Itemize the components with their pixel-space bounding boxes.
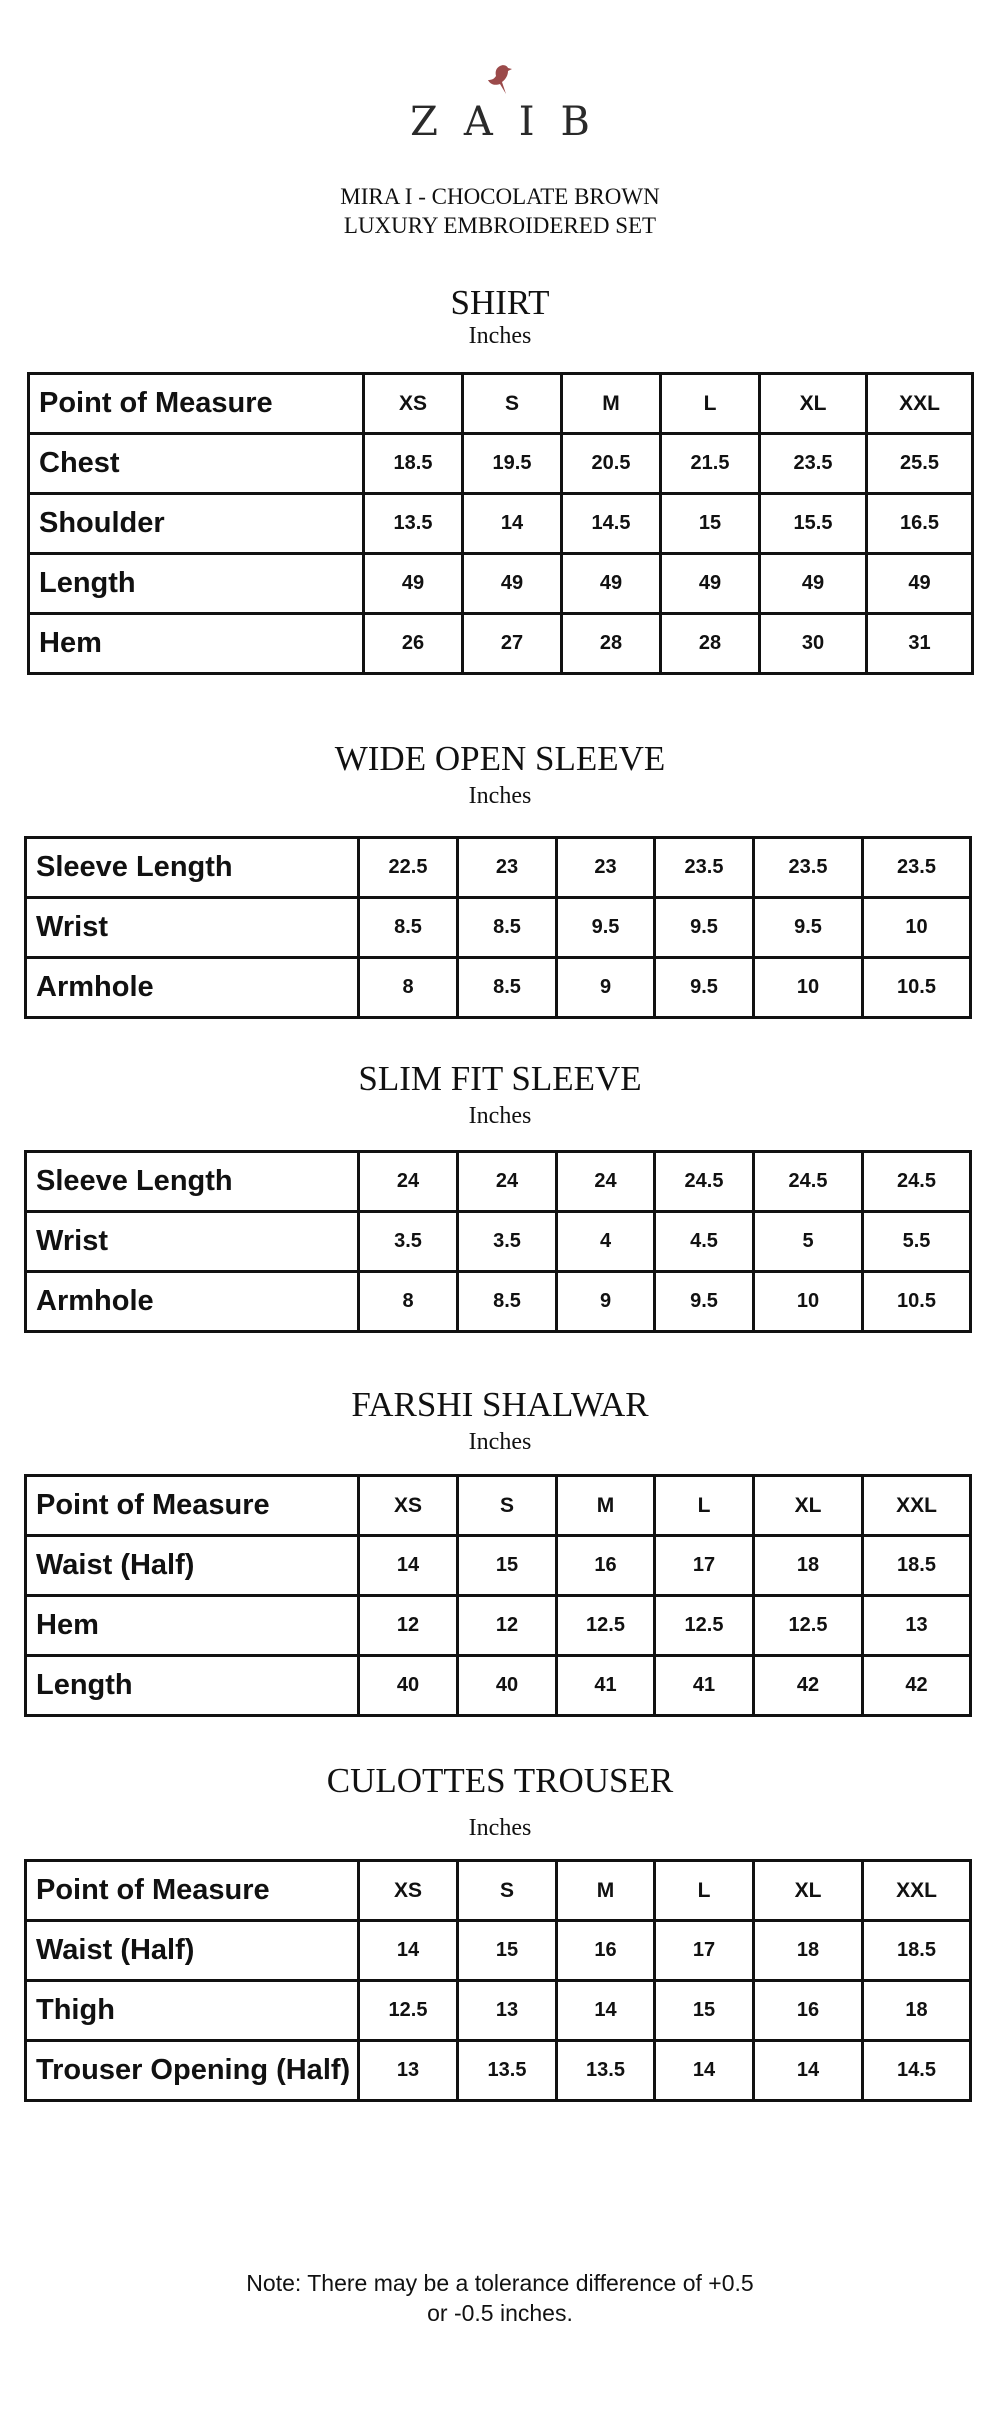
measure-value: 15 bbox=[655, 1981, 754, 2041]
measure-label: Sleeve Length bbox=[26, 838, 359, 898]
measure-value: 8 bbox=[359, 958, 458, 1018]
measure-value: 8.5 bbox=[458, 958, 557, 1018]
measure-value: 30 bbox=[760, 614, 867, 674]
measure-value: 18.5 bbox=[364, 434, 463, 494]
measure-value: 40 bbox=[359, 1656, 458, 1716]
measure-value: 24.5 bbox=[655, 1152, 754, 1212]
column-header-size: XXL bbox=[863, 1861, 971, 1921]
measure-value: 5 bbox=[754, 1212, 863, 1272]
measure-label: Wrist bbox=[26, 898, 359, 958]
measure-value: 19.5 bbox=[463, 434, 562, 494]
column-header-size: S bbox=[458, 1476, 557, 1536]
table-row bbox=[26, 1536, 971, 1596]
measure-value: 9.5 bbox=[754, 898, 863, 958]
shirt-section-unit: Inches bbox=[468, 323, 532, 349]
column-header-size: S bbox=[458, 1861, 557, 1921]
measure-value: 14 bbox=[359, 1536, 458, 1596]
table-row bbox=[29, 434, 973, 494]
measure-value: 49 bbox=[364, 554, 463, 614]
measure-value: 14.5 bbox=[562, 494, 661, 554]
column-header-size: XXL bbox=[863, 1476, 971, 1536]
measure-value: 20.5 bbox=[562, 434, 661, 494]
measure-value: 13.5 bbox=[364, 494, 463, 554]
culottes-trouser-table bbox=[24, 1859, 972, 2102]
measure-label: Hem bbox=[29, 614, 364, 674]
measure-value: 12 bbox=[359, 1596, 458, 1656]
slim-fit-sleeve-table bbox=[24, 1150, 972, 1333]
table-row bbox=[26, 898, 971, 958]
measure-value: 12.5 bbox=[359, 1981, 458, 2041]
measure-value: 31 bbox=[867, 614, 973, 674]
table-row bbox=[29, 494, 973, 554]
column-header-size: XL bbox=[754, 1861, 863, 1921]
measure-value: 49 bbox=[760, 554, 867, 614]
column-header-size: M bbox=[562, 374, 661, 434]
column-header-size: XS bbox=[359, 1861, 458, 1921]
measure-value: 41 bbox=[655, 1656, 754, 1716]
table-row bbox=[26, 1656, 971, 1716]
shirt-size-table bbox=[27, 372, 974, 675]
measure-value: 4 bbox=[557, 1212, 655, 1272]
farshi-shalwar-section-unit: Inches bbox=[468, 1429, 532, 1455]
measure-value: 8 bbox=[359, 1272, 458, 1332]
measure-label: Waist (Half) bbox=[26, 1536, 359, 1596]
measure-value: 23.5 bbox=[655, 838, 754, 898]
measure-value: 42 bbox=[863, 1656, 971, 1716]
table-row bbox=[26, 1921, 971, 1981]
shirt-section-title: SHIRT bbox=[450, 283, 550, 322]
table-header-row bbox=[26, 1861, 971, 1921]
measure-value: 40 bbox=[458, 1656, 557, 1716]
culottes-trouser-section-unit: Inches bbox=[468, 1815, 532, 1841]
measure-value: 27 bbox=[463, 614, 562, 674]
measure-value: 10 bbox=[863, 898, 971, 958]
measure-value: 12.5 bbox=[754, 1596, 863, 1656]
measure-label: Length bbox=[26, 1656, 359, 1716]
measure-value: 13.5 bbox=[557, 2041, 655, 2101]
note-line-2: or -0.5 inches. bbox=[427, 2300, 573, 2326]
measure-value: 16 bbox=[754, 1981, 863, 2041]
measure-value: 18.5 bbox=[863, 1536, 971, 1596]
measure-value: 13 bbox=[458, 1981, 557, 2041]
measure-value: 24 bbox=[359, 1152, 458, 1212]
brand-name: ZAIB bbox=[410, 99, 616, 145]
measure-value: 3.5 bbox=[458, 1212, 557, 1272]
culottes-trouser-section-title: CULOTTES TROUSER bbox=[326, 1761, 674, 1800]
column-header-size: S bbox=[463, 374, 562, 434]
measure-value: 14 bbox=[557, 1981, 655, 2041]
measure-value: 8.5 bbox=[359, 898, 458, 958]
column-header-size: L bbox=[661, 374, 760, 434]
measure-value: 8.5 bbox=[458, 1272, 557, 1332]
farshi-shalwar-section-title: FARSHI SHALWAR bbox=[351, 1385, 649, 1424]
measure-value: 10.5 bbox=[863, 1272, 971, 1332]
slim-fit-sleeve-section-title: SLIM FIT SLEEVE bbox=[358, 1059, 642, 1098]
column-header-size: L bbox=[655, 1861, 754, 1921]
measure-value: 9.5 bbox=[655, 898, 754, 958]
product-subtitle: LUXURY EMBROIDERED SET bbox=[343, 213, 657, 238]
measure-value: 15 bbox=[458, 1921, 557, 1981]
wide-open-sleeve-section-unit: Inches bbox=[468, 783, 532, 809]
table-row bbox=[26, 1152, 971, 1212]
column-header-size: XL bbox=[754, 1476, 863, 1536]
measure-value: 13.5 bbox=[458, 2041, 557, 2101]
measure-value: 15.5 bbox=[760, 494, 867, 554]
measure-value: 23 bbox=[557, 838, 655, 898]
measure-value: 14 bbox=[359, 1921, 458, 1981]
table-header-row bbox=[29, 374, 973, 434]
measure-label: Waist (Half) bbox=[26, 1921, 359, 1981]
table-row bbox=[29, 554, 973, 614]
farshi-shalwar-table bbox=[24, 1474, 972, 1717]
measure-value: 15 bbox=[458, 1536, 557, 1596]
column-header-point-of-measure: Point of Measure bbox=[26, 1476, 359, 1536]
measure-value: 28 bbox=[562, 614, 661, 674]
column-header-size: L bbox=[655, 1476, 754, 1536]
measure-value: 10.5 bbox=[863, 958, 971, 1018]
measure-label: Trouser Opening (Half) bbox=[26, 2041, 359, 2101]
measure-value: 16 bbox=[557, 1536, 655, 1596]
measure-value: 16 bbox=[557, 1921, 655, 1981]
measure-value: 15 bbox=[661, 494, 760, 554]
measure-value: 25.5 bbox=[867, 434, 973, 494]
measure-label: Wrist bbox=[26, 1212, 359, 1272]
measure-label: Chest bbox=[29, 434, 364, 494]
table-row bbox=[26, 1212, 971, 1272]
measure-value: 13 bbox=[359, 2041, 458, 2101]
measure-label: Shoulder bbox=[29, 494, 364, 554]
measure-value: 9 bbox=[557, 958, 655, 1018]
measure-value: 18 bbox=[863, 1981, 971, 2041]
measure-value: 5.5 bbox=[863, 1212, 971, 1272]
column-header-size: XS bbox=[359, 1476, 458, 1536]
measure-value: 24 bbox=[458, 1152, 557, 1212]
column-header-size: M bbox=[557, 1476, 655, 1536]
column-header-point-of-measure: Point of Measure bbox=[29, 374, 364, 434]
measure-value: 22.5 bbox=[359, 838, 458, 898]
measure-label: Hem bbox=[26, 1596, 359, 1656]
bird-icon bbox=[480, 60, 520, 100]
measure-value: 14 bbox=[754, 2041, 863, 2101]
table-row bbox=[26, 838, 971, 898]
measure-value: 10 bbox=[754, 1272, 863, 1332]
column-header-size: M bbox=[557, 1861, 655, 1921]
product-name: MIRA I - CHOCOLATE BROWN bbox=[340, 184, 660, 209]
measure-value: 41 bbox=[557, 1656, 655, 1716]
measure-value: 49 bbox=[463, 554, 562, 614]
measure-value: 9.5 bbox=[655, 1272, 754, 1332]
measure-value: 4.5 bbox=[655, 1212, 754, 1272]
measure-value: 14 bbox=[463, 494, 562, 554]
measure-value: 28 bbox=[661, 614, 760, 674]
table-header-row bbox=[26, 1476, 971, 1536]
measure-value: 9.5 bbox=[655, 958, 754, 1018]
tolerance-note bbox=[0, 2268, 1000, 2328]
table-row bbox=[26, 958, 971, 1018]
note-line-1: Note: There may be a tolerance difference of +0.5 bbox=[246, 2270, 754, 2296]
measure-value: 12.5 bbox=[655, 1596, 754, 1656]
measure-value: 24.5 bbox=[863, 1152, 971, 1212]
product-title bbox=[0, 182, 1000, 240]
measure-value: 23.5 bbox=[754, 838, 863, 898]
table-row bbox=[26, 2041, 971, 2101]
wide-open-sleeve-section-title: WIDE OPEN SLEEVE bbox=[334, 739, 666, 778]
measure-value: 49 bbox=[562, 554, 661, 614]
measure-value: 14 bbox=[655, 2041, 754, 2101]
table-row bbox=[26, 1981, 971, 2041]
measure-value: 17 bbox=[655, 1536, 754, 1596]
measure-label: Armhole bbox=[26, 958, 359, 1018]
measure-value: 12 bbox=[458, 1596, 557, 1656]
measure-value: 8.5 bbox=[458, 898, 557, 958]
measure-label: Thigh bbox=[26, 1981, 359, 2041]
measure-value: 3.5 bbox=[359, 1212, 458, 1272]
measure-value: 9 bbox=[557, 1272, 655, 1332]
measure-value: 24 bbox=[557, 1152, 655, 1212]
measure-value: 17 bbox=[655, 1921, 754, 1981]
measure-value: 49 bbox=[661, 554, 760, 614]
measure-value: 23 bbox=[458, 838, 557, 898]
measure-value: 23.5 bbox=[760, 434, 867, 494]
measure-value: 12.5 bbox=[557, 1596, 655, 1656]
measure-value: 23.5 bbox=[863, 838, 971, 898]
column-header-point-of-measure: Point of Measure bbox=[26, 1861, 359, 1921]
column-header-size: XL bbox=[760, 374, 867, 434]
brand-logo bbox=[0, 60, 1000, 145]
measure-value: 16.5 bbox=[867, 494, 973, 554]
measure-label: Armhole bbox=[26, 1272, 359, 1332]
column-header-size: XXL bbox=[867, 374, 973, 434]
measure-value: 42 bbox=[754, 1656, 863, 1716]
slim-fit-sleeve-section-unit: Inches bbox=[468, 1103, 532, 1129]
wide-open-sleeve-table bbox=[24, 836, 972, 1019]
measure-value: 18.5 bbox=[863, 1921, 971, 1981]
table-row bbox=[29, 614, 973, 674]
measure-value: 18 bbox=[754, 1536, 863, 1596]
table-row bbox=[26, 1596, 971, 1656]
measure-value: 9.5 bbox=[557, 898, 655, 958]
table-row bbox=[26, 1272, 971, 1332]
measure-label: Length bbox=[29, 554, 364, 614]
measure-value: 24.5 bbox=[754, 1152, 863, 1212]
measure-value: 10 bbox=[754, 958, 863, 1018]
measure-value: 26 bbox=[364, 614, 463, 674]
measure-value: 18 bbox=[754, 1921, 863, 1981]
measure-label: Sleeve Length bbox=[26, 1152, 359, 1212]
measure-value: 14.5 bbox=[863, 2041, 971, 2101]
measure-value: 49 bbox=[867, 554, 973, 614]
column-header-size: XS bbox=[364, 374, 463, 434]
measure-value: 13 bbox=[863, 1596, 971, 1656]
measure-value: 21.5 bbox=[661, 434, 760, 494]
